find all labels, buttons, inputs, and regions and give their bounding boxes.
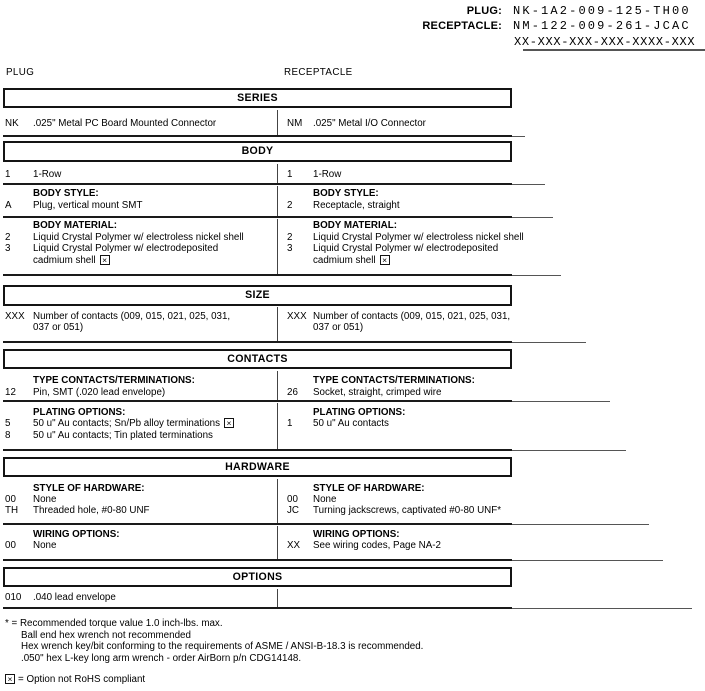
plating-label-plug: PLATING OPTIONS: [33,407,126,418]
body-material-desc-3-receptacle: Liquid Crystal Polymer w/ electrodeposited [313,243,499,254]
body-material-label-receptacle: BODY MATERIAL: [313,220,397,231]
row-separator-rule [3,449,512,451]
hardware-style-receptacle-desc-2: Turning jackscrews, captivated #0-80 UNF* [313,505,502,516]
contacts-type-label-plug: TYPE CONTACTS/TERMINATIONS: [33,375,195,386]
size-receptacle-desc-line2: 037 or 051) [313,322,364,333]
hardware-style-receptacle-code-2: JC [287,505,299,516]
contacts-type-plug-desc: Pin, SMT (.020 lead envelope) [33,387,166,398]
connector-h-line [512,560,663,562]
non-rohs-icon: × [224,418,234,428]
section-header-body: BODY [3,141,512,162]
hardware-style-plug-desc-1: None [33,494,57,505]
section-header-series: SERIES [3,88,512,108]
series-receptacle-code: NM [287,118,303,129]
hardware-style-plug-desc-2: Threaded hole, #0-80 UNF [33,505,150,516]
non-rohs-icon: × [5,674,15,684]
size-plug-code: XXX [5,311,25,322]
contacts-type-label-receptacle: TYPE CONTACTS/TERMINATIONS: [313,375,475,386]
contacts-type-receptacle-code: 26 [287,387,298,398]
plating-receptacle-code: 1 [287,418,293,429]
connector-h-line [512,136,525,138]
body-row-receptacle-code: 1 [287,169,293,180]
section-header-size: SIZE [3,285,512,306]
options-plug-desc: .040 lead envelope [33,592,116,603]
section-header-options: OPTIONS [3,567,512,587]
series-plug-desc: .025" Metal PC Board Mounted Connector [33,118,217,129]
section-header-hardware: HARDWARE [3,457,512,477]
body-style-plug-desc: Plug, vertical mount SMT [33,200,143,211]
connector-h-line [512,450,626,452]
size-receptacle-desc-line1: Number of contacts (009, 015, 021, 025, 031, [313,311,511,322]
body-material-desc-2-receptacle: Liquid Crystal Polymer w/ electroless nickel shell [313,232,524,243]
column-divider [277,371,278,400]
row-separator-rule [3,400,512,402]
row-separator-rule [3,183,512,185]
column-divider [277,307,278,341]
body-material-desc-2-plug: Liquid Crystal Polymer w/ electroless nickel shell [33,232,244,243]
column-divider [277,219,278,274]
body-style-label-plug: BODY STYLE: [33,188,99,199]
column-divider [277,479,278,523]
footnote-rohs-legend: × = Option not RoHS compliant [5,674,145,686]
plating-label-receptacle: PLATING OPTIONS: [313,407,406,418]
body-row-plug-code: 1 [5,169,11,180]
wiring-receptacle-desc: See wiring codes, Page NA-2 [313,540,441,551]
row-separator-rule [3,559,512,561]
plating-plug-desc-1: 50 u" Au contacts; Sn/Pb alloy terminations × [33,418,234,430]
row-separator-rule [3,274,512,276]
plating-plug-code-1: 5 [5,418,11,429]
wiring-receptacle-code: XX [287,540,301,551]
hardware-style-receptacle-code-1: 00 [287,494,298,505]
column-divider [277,403,278,449]
section-header-contacts: CONTACTS [3,349,512,369]
options-plug-code: 010 [5,592,22,603]
wiring-label-receptacle: WIRING OPTIONS: [313,529,400,540]
row-separator-rule [3,607,512,609]
footnote-asterisk-line1: * = Recommended torque value 1.0 inch-lbs. max. [5,618,223,629]
body-style-receptacle-desc: Receptacle, straight [313,200,400,211]
column-divider [277,110,278,135]
series-plug-code: NK [5,118,19,129]
body-row-plug-desc: 1-Row [33,169,62,180]
column-divider [277,164,278,183]
size-plug-desc-line2: 037 or 051) [33,322,84,333]
body-material-label-plug: BODY MATERIAL: [33,220,117,231]
row-separator-rule [3,135,512,137]
plug-part-number-value: NK-1A2-009-125-TH00 [513,4,691,18]
wiring-plug-code: 00 [5,540,16,551]
body-material-code-3-receptacle: 3 [287,243,293,254]
receptacle-part-number-label: RECEPTACLE: [422,20,502,32]
body-style-label-receptacle: BODY STYLE: [313,188,379,199]
part-number-pattern: XX-XXX-XXX-XXX-XXXX-XXX [514,35,696,49]
column-divider [277,186,278,216]
series-receptacle-desc: .025" Metal I/O Connector [313,118,426,129]
size-plug-desc-line1: Number of contacts (009, 015, 021, 025, 031, [33,311,231,322]
receptacle-part-number-value: NM-122-009-261-JCAC [513,19,691,33]
hardware-style-receptacle-desc-1: None [313,494,337,505]
hardware-style-plug-code-1: 00 [5,494,16,505]
row-separator-rule [3,216,512,218]
plating-receptacle-desc: 50 u" Au contacts [313,418,389,429]
body-material-code-2-receptacle: 2 [287,232,293,243]
contacts-type-receptacle-desc: Socket, straight, crimped wire [313,387,442,398]
column-divider [277,589,278,607]
body-material-desc-3-cont-plug: cadmium shell × [33,255,110,267]
body-material-desc-3-cont-receptacle: cadmium shell × [313,255,390,267]
column-header-plug: PLUG [6,67,35,78]
plug-part-number-label: PLUG: [466,5,502,17]
connector-h-line [512,342,586,344]
connector-h-line [512,275,561,277]
body-style-plug-code: A [5,200,12,211]
body-row-receptacle-desc: 1-Row [313,169,342,180]
hardware-style-label-receptacle: STYLE OF HARDWARE: [313,483,425,494]
row-separator-rule [3,523,512,525]
contacts-type-plug-code: 12 [5,387,16,398]
plating-plug-desc-2: 50 u" Au contacts; Tin plated terminations [33,430,213,441]
hardware-style-plug-code-2: TH [5,505,19,516]
size-receptacle-code: XXX [287,311,307,322]
column-divider [277,526,278,559]
footnote-asterisk-line4: .050" hex L-key long arm wrench - order AirBorn p/n CDG14148. [21,652,302,664]
hardware-style-label-plug: STYLE OF HARDWARE: [33,483,145,494]
footnote-asterisk-line3: Hex wrench key/bit conforming to the requirements of ASME / ANSI-B-18.3 is recommended. [21,641,424,652]
connector-h-line [512,401,610,403]
connector-h-line [512,524,649,526]
body-material-desc-3-plug: Liquid Crystal Polymer w/ electrodeposited [33,243,219,254]
wiring-label-plug: WIRING OPTIONS: [33,529,120,540]
row-separator-rule [3,341,512,343]
plating-plug-code-2: 8 [5,430,11,441]
footnote-asterisk-line2: Ball end hex wrench not recommended [21,629,191,641]
connector-h-line [512,608,692,610]
body-style-receptacle-code: 2 [287,200,293,211]
connector-h-line [512,217,553,219]
body-material-code-2-plug: 2 [5,232,11,243]
connector-v-line [690,49,705,51]
non-rohs-icon: × [100,255,110,265]
column-header-receptacle: RECEPTACLE [284,67,353,78]
body-material-code-3-plug: 3 [5,243,11,254]
wiring-plug-desc: None [33,540,57,551]
connector-h-line [512,184,545,186]
non-rohs-icon: × [380,255,390,265]
